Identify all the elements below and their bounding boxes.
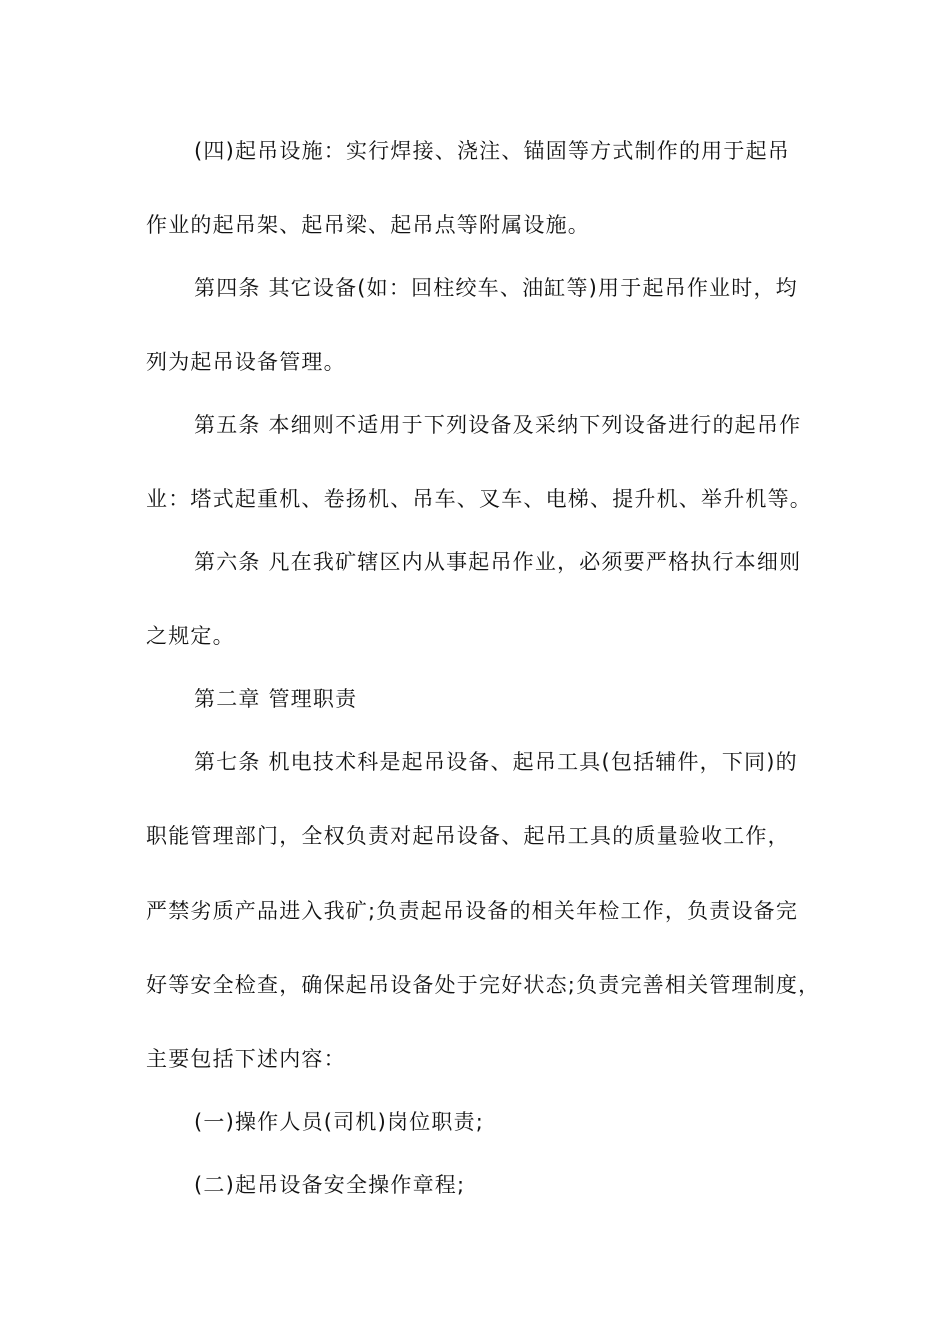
paragraph-line: 第四条 其它设备(如：回柱绞车、油缸等)用于起吊作业时，均 (194, 276, 798, 300)
paragraph-line: 第七条 机电技术科是起吊设备、起吊工具(包括辅件，下同)的 (194, 750, 798, 774)
paragraph-line: 第五条 本细则不适用于下列设备及采纳下列设备进行的起吊作 (194, 413, 802, 437)
list-item: (一)操作人员(司机)岗位职责; (194, 1110, 485, 1134)
paragraph-line: 严禁劣质产品进入我矿;负责起吊设备的相关年检工作，负责设备完 (146, 899, 799, 923)
paragraph-line: 好等安全检查，确保起吊设备处于完好状态;负责完善相关管理制度， (146, 973, 821, 997)
paragraph-line: 作业的起吊架、起吊梁、起吊点等附属设施。 (146, 213, 590, 237)
paragraph-line: 第六条 凡在我矿辖区内从事起吊作业，必须要严格执行本细则 (194, 550, 802, 574)
list-item: (二)起吊设备安全操作章程; (194, 1173, 466, 1197)
paragraph-line: 业：塔式起重机、卷扬机、吊车、叉车、电梯、提升机、举升机等。 (146, 487, 812, 511)
paragraph-line: 列为起吊设备管理。 (146, 350, 346, 374)
chapter-heading: 第二章 管理职责 (194, 687, 358, 711)
paragraph-line: 之规定。 (146, 624, 235, 648)
paragraph-line: 主要包括下述内容： (146, 1047, 346, 1071)
paragraph-line: (四)起吊设施：实行焊接、浇注、锚固等方式制作的用于起吊 (194, 139, 790, 163)
paragraph-line: 职能管理部门，全权负责对起吊设备、起吊工具的质量验收工作， (146, 824, 790, 848)
